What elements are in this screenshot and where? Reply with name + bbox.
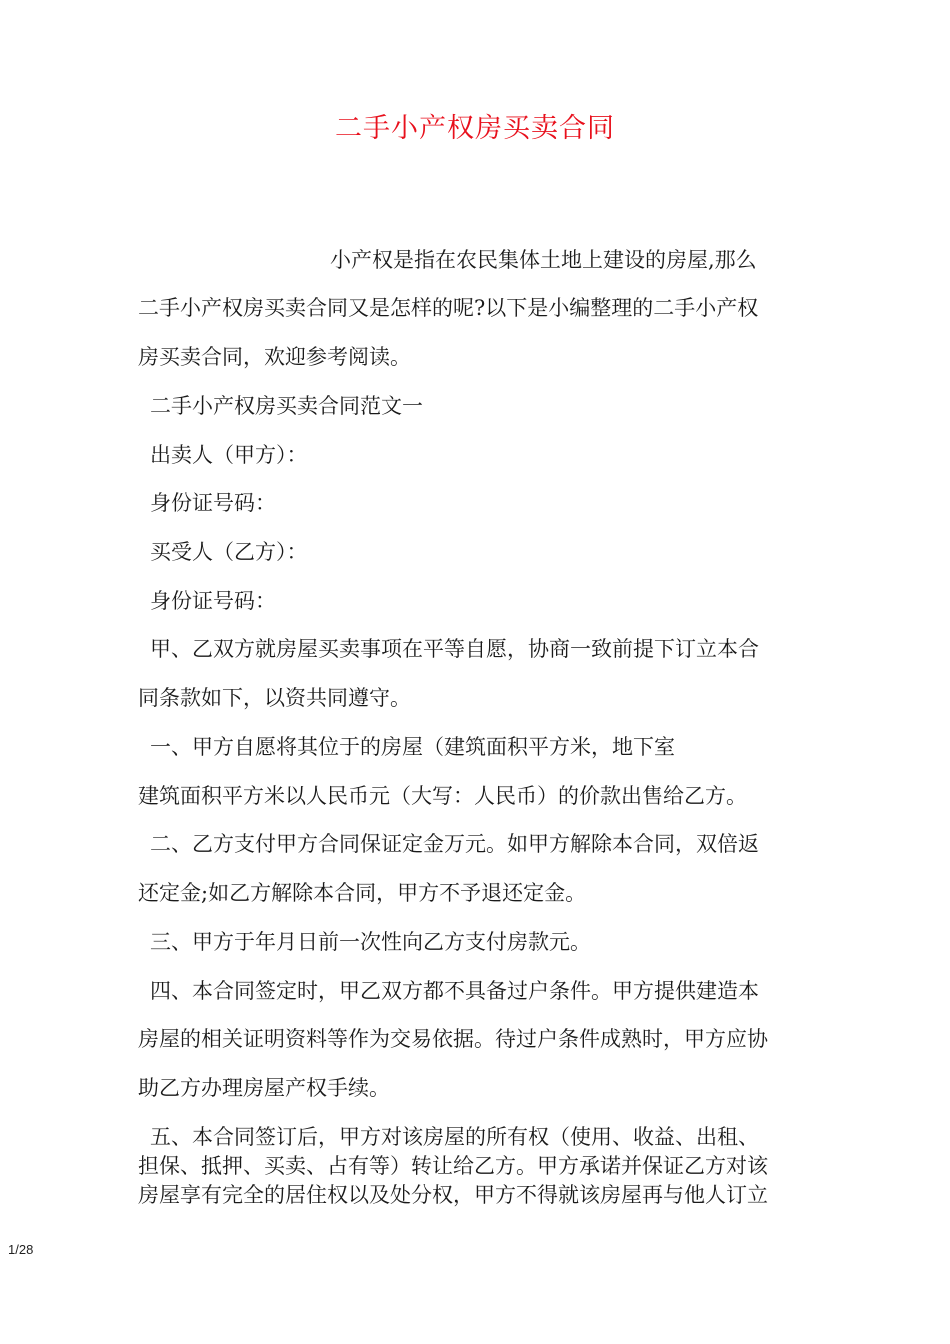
clause-line: 一、甲方自愿将其位于的房屋（建筑面积平方米，地下室 [150,735,675,759]
buyer-label: 买受人（乙方）： [150,540,308,564]
clause-line: 二、乙方支付甲方合同保证定金万元。如甲方解除本合同，双倍返 [150,832,759,856]
body-line: 甲、乙双方就房屋买卖事项在平等自愿，协商一致前提下订立本合 [150,637,759,661]
seller-label: 出卖人（甲方）： [150,443,308,467]
clause-line: 助乙方办理房屋产权手续。 [138,1076,390,1100]
clause-line: 担保、抵押、买卖、占有等）转让给乙方。甲方承诺并保证乙方对该 [138,1154,768,1178]
clause-line: 房屋的相关证明资料等作为交易依据。待过户条件成熟时，甲方应协 [138,1027,768,1051]
buyer-id-label: 身份证号码： [150,589,276,613]
body-line: 二手小产权房买卖合同又是怎样的呢?以下是小编整理的二手小产权 [138,296,759,320]
body-line: 房买卖合同，欢迎参考阅读。 [138,345,411,369]
body-line: 同条款如下，以资共同遵守。 [138,686,411,710]
section-heading: 二手小产权房买卖合同范文一 [150,394,423,418]
seller-id-label: 身份证号码： [150,491,276,515]
page-number: 1/28 [8,1242,34,1257]
clause-line: 四、本合同签定时，甲乙双方都不具备过户条件。甲方提供建造本 [150,979,759,1003]
clause-line: 建筑面积平方米以人民币元（大写：人民币）的价款出售给乙方。 [138,784,747,808]
clause-line: 三、甲方于年月日前一次性向乙方支付房款元。 [150,930,591,954]
clause-line: 还定金;如乙方解除本合同，甲方不予退还定金。 [138,881,587,905]
document-title: 二手小产权房买卖合同 [335,113,615,144]
clause-line: 房屋享有完全的居住权以及处分权，甲方不得就该房屋再与他人订立 [138,1183,768,1207]
body-line: 小产权是指在农民集体土地上建设的房屋,那么 [330,248,757,272]
clause-line: 五、本合同签订后，甲方对该房屋的所有权（使用、收益、出租、 [150,1125,759,1149]
